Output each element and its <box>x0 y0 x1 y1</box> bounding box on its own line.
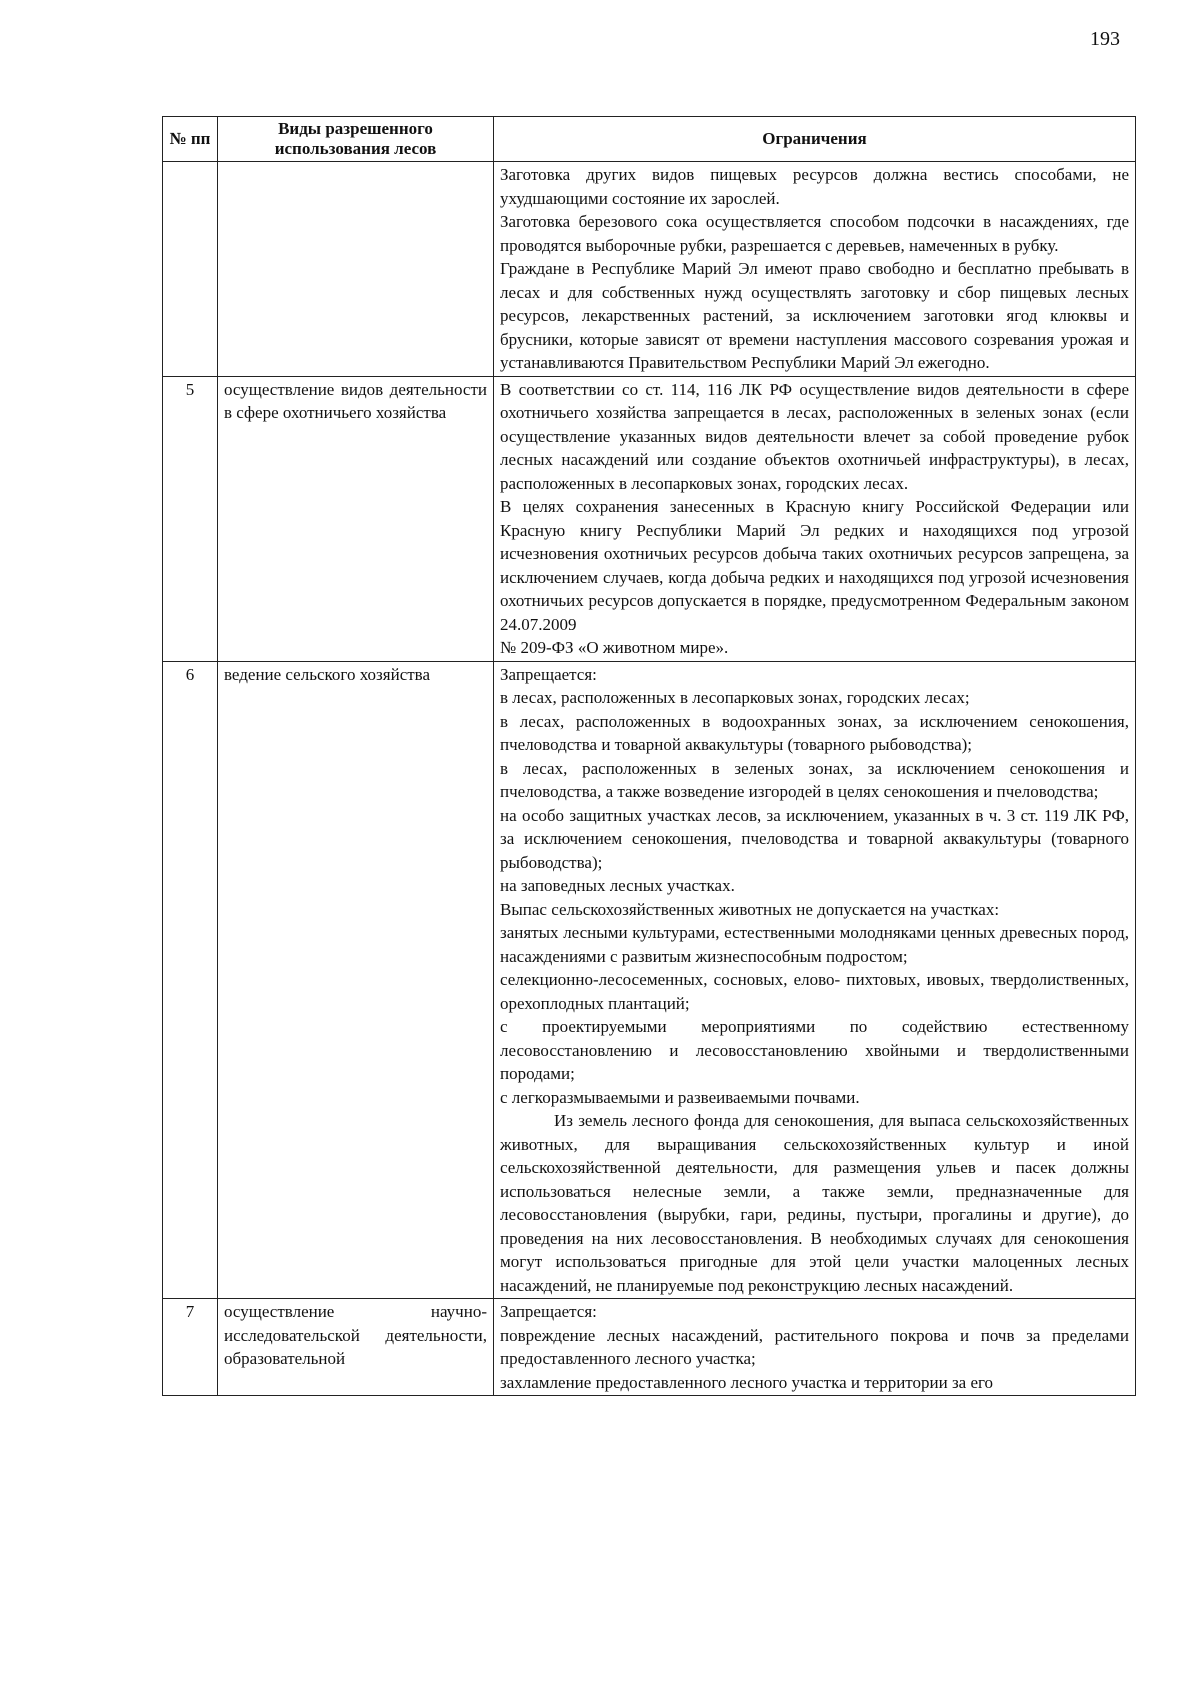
forest-use-restrictions-table <box>162 116 1136 1396</box>
restriction-paragraph: с легкоразмываемыми и развеиваемыми почвами. <box>500 1087 860 1107</box>
row-number <box>163 162 218 377</box>
restriction-paragraph: № 209-ФЗ «О животном мире». <box>500 638 729 657</box>
restriction-paragraph: на особо защитных участках лесов, за исключением, указанных в ч. 3 ст. 119 ЛК РФ, за исключением сенокошения, пчеловодства и товарной аквакультуры (товарного рыбоводства); <box>500 805 1129 872</box>
row-use-type: осуществление научно-исследовательской деятельности, образовательной <box>218 1299 494 1396</box>
row-number: 6 <box>163 661 218 1299</box>
restriction-paragraph: занятых лесными культурами, естественными молодняками ценных древесных пород, насаждениями с развитым жизнеспособным подростом; <box>500 923 1129 966</box>
restriction-paragraph: Запрещается: <box>500 664 597 684</box>
header-number: № пп <box>163 117 218 162</box>
restriction-paragraph: Заготовка других видов пищевых ресурсов должна вестись способами, не ухудшающими состояние их зарослей. <box>500 165 1129 208</box>
restriction-paragraph: в лесах, расположенных в зеленых зонах, за исключением сенокошения и пчеловодства, а также возведение изгородей в целях сенокошения и пчеловодства; <box>500 758 1129 801</box>
header-use-type: Виды разрешенного использования лесов <box>218 117 494 162</box>
restriction-paragraph: Граждане в Республике Марий Эл имеют право свободно и бесплатно пребывать в лесах и для собственных нужд осуществлять заготовку и сбор пищевых лесных ресурсов, лекарственных растений, за исключением заготовки ягод клюквы и брусники, которые зависят от времени наступления массового созревания урожая и устанавливаются Правительством Республики Марий Эл ежегодно. <box>500 259 1129 372</box>
restriction-paragraph: селекционно-лесосеменных, сосновых, елово- пихтовых, ивовых, твердолиственных, орехоплодных плантаций; <box>500 970 1129 1013</box>
row-restrictions <box>494 162 1136 377</box>
restriction-paragraph: Заготовка березового сока осуществляется способом подсочки в насаждениях, где проводятся выборочные рубки, разрешается с деревьев, намеченных в рубку. <box>500 212 1129 255</box>
table-header-row <box>163 117 1136 162</box>
restriction-paragraph: Из земель лесного фонда для сенокошения, для выпаса сельскохозяйственных животных, для выращивания сельскохозяйственных культур и иной сельскохозяйственной деятельности, для размещения ульев и пасек должны использоваться нелесные земли, а также земли, предназначенные для лесовосстановления (вырубки, гари, редины, пустыри, прогалины и другие), до проведения на них лесовосстановления. В необходимых случаях для сенокошения могут использоваться пригодные для этой цели участки малоценных лесных насаждений, не планируемые под реконструкцию лесных насаждений. <box>500 1111 1129 1295</box>
row-use-type: ведение сельского хозяйства <box>218 661 494 1299</box>
row-restrictions <box>494 1299 1136 1396</box>
restriction-paragraph: в лесах, расположенных в лесопарковых зонах, городских лесах; <box>500 688 970 707</box>
restriction-paragraph: захламление предоставленного лесного участка и территории за его <box>500 1372 994 1392</box>
table-row <box>163 162 1136 377</box>
restriction-paragraph: В соответствии со ст. 114, 116 ЛК РФ осуществление видов деятельности в сфере охотничьего хозяйства запрещается в лесах, расположенных в зеленых зонах (если осуществление указанных видов деятельности влечет за собой проведение рубок лесных насаждений или создание объектов охотничьей инфраструктуры), в лесах, расположенных в лесопарковых зонах, городских лесах. <box>500 379 1129 493</box>
restriction-paragraph: Выпас сельскохозяйственных животных не допускается на участках: <box>500 899 1000 919</box>
restriction-paragraph: в лесах, расположенных в водоохранных зонах, за исключением сенокошения, пчеловодства и товарной аквакультуры (товарного рыбоводства); <box>500 711 1129 754</box>
table-row <box>163 376 1136 661</box>
page-number: 193 <box>1090 28 1120 50</box>
row-number: 7 <box>163 1299 218 1396</box>
restriction-paragraph: повреждение лесных насаждений, растительного покрова и почв за пределами предоставленного лесного участка; <box>500 1325 1129 1368</box>
restriction-paragraph: с проектируемыми мероприятиями по содействию естественному лесовосстановлению и лесовосстановлению хвойными и твердолиственными породами; <box>500 1017 1129 1083</box>
header-restrictions: Ограничения <box>494 117 1136 162</box>
table-row <box>163 1299 1136 1396</box>
row-use-type: осуществление видов деятельности в сфере охотничьего хозяйства <box>218 376 494 661</box>
restriction-paragraph: на заповедных лесных участках. <box>500 876 735 895</box>
row-restrictions <box>494 661 1136 1299</box>
row-restrictions <box>494 376 1136 661</box>
restriction-paragraph: Запрещается: <box>500 1302 597 1321</box>
table-row <box>163 661 1136 1299</box>
row-number: 5 <box>163 376 218 661</box>
restriction-paragraph: В целях сохранения занесенных в Красную книгу Российской Федерации или Красную книгу Республики Марий Эл редких и находящихся под угрозой исчезновения охотничьих ресурсов добыча таких охотничьих ресурсов запрещена, за исключением случаев, когда добыча редких и находящихся под угрозой исчезновения охотничьих ресурсов допускается в порядке, предусмотренном Федеральным законом 24.07.2009 <box>500 497 1129 634</box>
row-use-type <box>218 162 494 377</box>
